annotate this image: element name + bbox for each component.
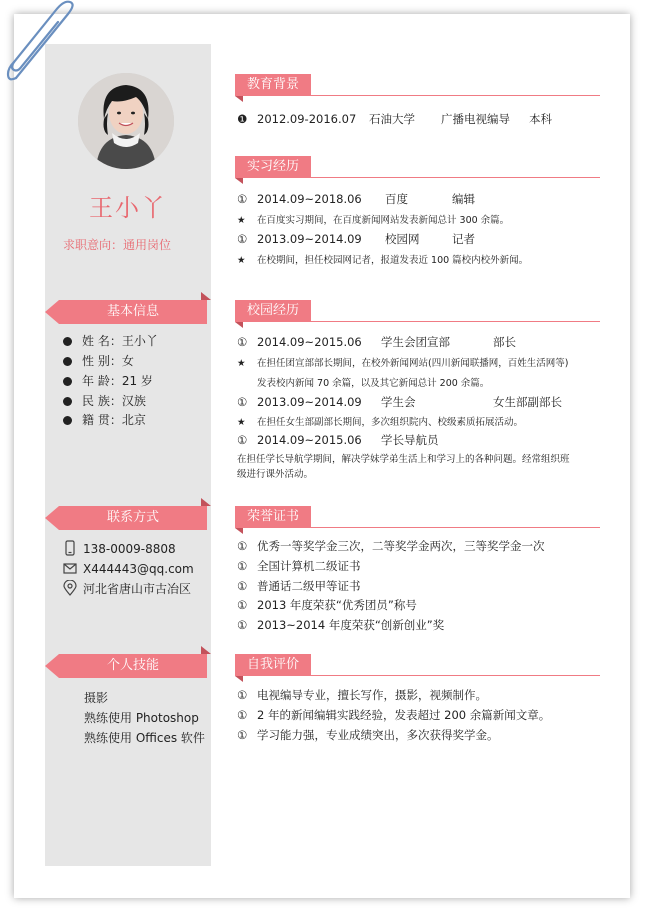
skills-tab [45, 654, 211, 678]
job-intent: 求职意向：通用岗位 [63, 238, 172, 252]
internship-row: ① 2014.09~2018.06 百度 编辑 [237, 192, 475, 206]
portrait-image [78, 73, 174, 169]
basic-info-item: 姓 名：王小丫 [63, 332, 158, 350]
honor-item: ① 2013~2014 年度荣获“创新创业”奖 [237, 618, 445, 632]
internship-desc: ★ 在百度实习期间，在百度新闻网站发表新闻总计 300 余篇。 [237, 215, 510, 226]
phone-icon [63, 540, 77, 556]
internship-row: ① 2013.09~2014.09 校园网 记者 [237, 232, 475, 246]
honor-item: ① 优秀一等奖学金三次，二等奖学金两次，三等奖学金一次 [237, 539, 545, 553]
self-eval-item: ① 电视编导专业，擅长写作，摄影，视频制作。 [237, 688, 487, 702]
honors-section-header [235, 506, 600, 528]
contact-phone: 138-0009-8808 [63, 540, 176, 556]
campus-row: ① 2014.09~2015.06 学长导航员 [237, 433, 439, 447]
mail-icon [63, 560, 77, 576]
campus-desc: ★ 在担任团宣部部长期间，在校外新闻网站(四川新闻联播网，百姓生活网等) [237, 358, 569, 369]
basic-info-item: 性 别：女 [63, 352, 134, 370]
self-eval-item: ① 学习能力强，专业成绩突出，多次获得奖学金。 [237, 728, 499, 742]
self-eval-item: ① 2 年的新闻编辑实践经验，发表超过 200 余篇新闻文章。 [237, 708, 551, 722]
contact-title: 联系方式 [59, 506, 207, 530]
campus-desc: 在担任学长导航学期间，解决学妹学弟生活上和学习上的各种问题。经常组织班 [237, 454, 570, 465]
education-row: ❶ 2012.09-2016.07 石油大学 广播电视编导 本科 [237, 112, 552, 126]
internship-section-header [235, 156, 600, 178]
contact-tab [45, 506, 211, 530]
education-section-header [235, 74, 600, 96]
campus-title: 校园经历 [235, 300, 311, 322]
honors-title: 荣誉证书 [235, 506, 311, 528]
self-eval-section-header [235, 654, 600, 676]
internship-title: 实习经历 [235, 156, 311, 178]
basic-info-item: 年 龄：21 岁 [63, 372, 153, 390]
honor-item: ① 2013 年度荣获“优秀团员”称号 [237, 598, 417, 612]
skill-item: 熟练使用 Offices 软件 [84, 731, 205, 745]
location-icon [63, 580, 77, 596]
self-eval-title: 自我评价 [235, 654, 311, 676]
basic-info-item: 籍 贯：北京 [63, 411, 146, 429]
education-title: 教育背景 [235, 74, 311, 96]
contact-address: 河北省唐山市古冶区 [63, 580, 191, 597]
candidate-name: 王小丫 [89, 194, 167, 222]
honor-item: ① 全国计算机二级证书 [237, 559, 361, 573]
campus-row: ① 2013.09~2014.09 学生会 女生部副部长 [237, 395, 562, 409]
basic-info-tab [45, 300, 211, 324]
honor-item: ① 普通话二级甲等证书 [237, 579, 361, 593]
contact-email: X444443@qq.com [63, 560, 194, 576]
basic-info-title: 基本信息 [59, 300, 207, 324]
skill-item: 摄影 [84, 691, 109, 705]
campus-desc-cont: 发表校内新闻 70 余篇，以及其它新闻总计 200 余篇。 [257, 378, 490, 389]
internship-desc: ★ 在校期间，担任校园网记者，报道发表近 100 篇校内校外新闻。 [237, 255, 529, 266]
skills-title: 个人技能 [59, 654, 207, 678]
campus-desc-cont: 级进行课外活动。 [237, 469, 314, 480]
campus-section-header [235, 300, 600, 322]
campus-row: ① 2014.09~2015.06 学生会团宣部 部长 [237, 335, 516, 349]
campus-desc: ★ 在担任女生部副部长期间，多次组织院内、校级素质拓展活动。 [237, 417, 524, 428]
basic-info-item: 民 族：汉族 [63, 392, 146, 410]
skill-item: 熟练使用 Photoshop [84, 711, 199, 725]
avatar [78, 73, 174, 169]
